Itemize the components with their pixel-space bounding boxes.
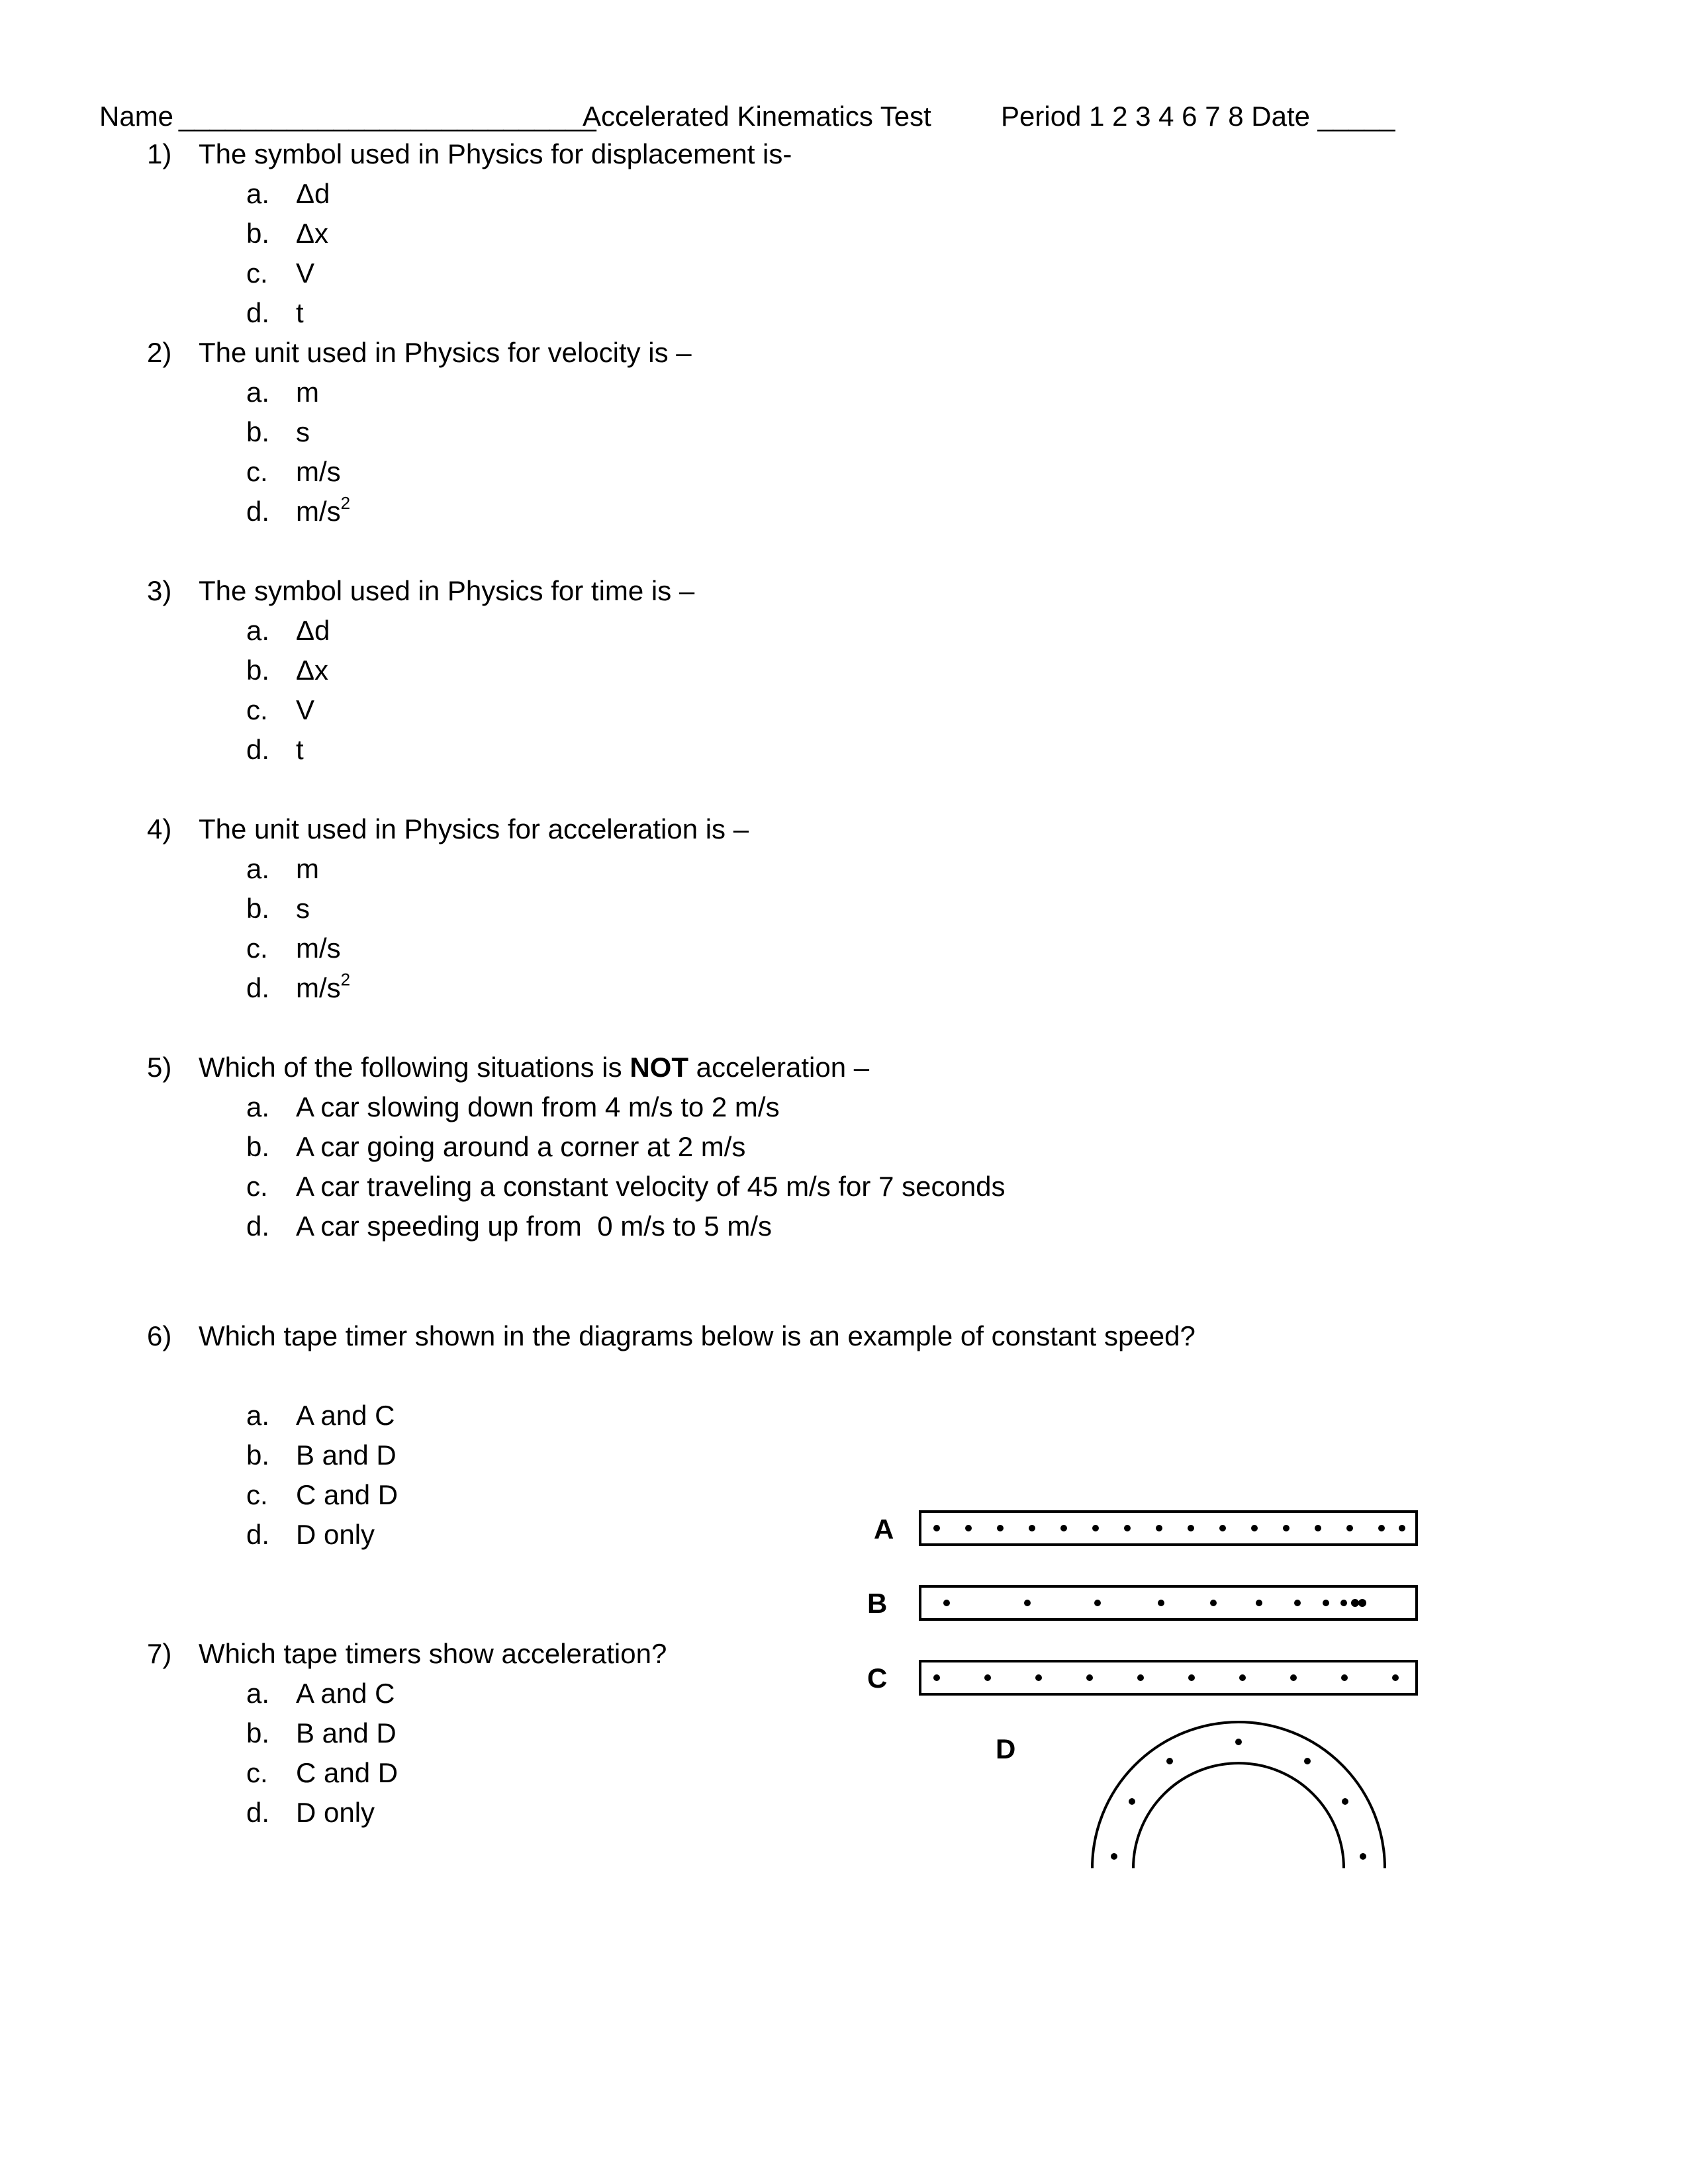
option-letter: c. [246,694,268,725]
tape-dot [933,1525,940,1531]
question-number: 7) [147,1638,172,1669]
tape-dot [1060,1525,1067,1531]
option-letter: d. [246,734,270,765]
tape-dot [1219,1525,1226,1531]
tape-dot [1029,1525,1035,1531]
superscript: 2 [340,493,351,513]
tape-dot [1086,1674,1093,1681]
option-text: B and D [296,1717,397,1749]
tape-dot [1290,1674,1297,1681]
option-letter: a. [246,377,270,408]
tape-dot [1094,1600,1101,1606]
option-text: B and D [296,1439,397,1471]
option-letter: a. [246,1400,270,1431]
option-letter: a. [246,1091,270,1122]
question-number: 6) [147,1320,172,1351]
tape-dot [1188,1525,1194,1531]
tape-dot [1340,1600,1347,1606]
option-text: A car speeding up from 0 m/s to 5 m/s [296,1210,772,1242]
option-letter: b. [246,218,270,249]
option-text: C and D [296,1479,399,1510]
tape-b-dots [943,1599,1366,1607]
tape-dot [1392,1674,1399,1681]
tape-dot [1342,1798,1348,1805]
option-letter: d. [246,1797,270,1828]
option-text: A and C [296,1400,395,1431]
tape-dot [1251,1525,1258,1531]
option-letter: d. [246,1519,270,1550]
option-text: Δx [296,655,329,686]
tape-dot [1156,1525,1162,1531]
option-text: t [296,297,304,328]
question-text: Which of the following situations is NOT acceleration – [199,1052,870,1083]
test-title: Accelerated Kinematics Test [583,101,931,132]
option-text: D only [296,1797,375,1828]
question-text: The unit used in Physics for acceleration is – [199,813,749,844]
option-letter: c. [246,933,268,964]
option-letter: a. [246,1678,270,1709]
tape-dot [1111,1853,1117,1860]
tape-dot [1283,1525,1289,1531]
name-blank[interactable]: ___________________________ [179,101,596,132]
tape-label-c: C [867,1662,888,1694]
tape-dot [1323,1600,1329,1606]
tape-dot [1346,1525,1353,1531]
tape-dot [1035,1674,1042,1681]
tape-dot [1399,1525,1405,1531]
tape-label-d: D [996,1733,1016,1764]
option-letter: d. [246,496,270,527]
option-text: C and D [296,1757,399,1788]
tape-dot [1341,1674,1348,1681]
option-text: $m/s^2$ [296,970,351,1003]
tape-dot [984,1674,991,1681]
option-text: m [296,853,319,884]
question-text: The symbol used in Physics for displacement is- [199,138,792,169]
option-text: Δd [296,178,330,209]
tape-dot [1158,1600,1164,1606]
option-letter: d. [246,972,270,1003]
option-text: V [296,257,315,289]
tape-c-dots [933,1674,1399,1681]
question-text: The unit used in Physics for velocity is – [199,337,692,368]
question-number: 1) [147,138,172,169]
tape-dot [1294,1600,1301,1606]
option-letter: a. [246,615,270,646]
tape-timer-diagram [841,1496,1423,1893]
option-letter: d. [246,297,270,328]
tape-dot [1360,1853,1366,1860]
tape-dot [1166,1758,1173,1764]
question-text: Which tape timers show acceleration? [199,1638,667,1669]
tape-dot [1304,1758,1311,1764]
option-text: s [296,416,310,447]
option-text: s [296,893,310,924]
tape-dot [1351,1599,1359,1607]
option-letter: d. [246,1210,270,1242]
option-letter: c. [246,257,268,289]
tape-dot [997,1525,1004,1531]
option-text: m/s [296,456,341,487]
option-letter: b. [246,1439,270,1471]
tape-dot [965,1525,972,1531]
tape-dot [943,1600,950,1606]
option-text: m/s [296,933,341,964]
period-date-line: Period 1 2 3 4 6 7 8 Date _____ [1001,101,1395,132]
tape-a [920,1512,1417,1545]
tape-dot [1239,1674,1246,1681]
tape-dot [933,1674,940,1681]
tape-dot [1256,1600,1262,1606]
option-letter: b. [246,893,270,924]
tape-label-a: A [874,1514,894,1545]
option-text: Δd [296,615,330,646]
question-number: 3) [147,575,172,606]
tape-d-inner-edge [1133,1763,1344,1868]
tape-dot [1378,1525,1385,1531]
tape-dot [1092,1525,1099,1531]
question-text: Which tape timer shown in the diagrams below is an example of constant speed? [199,1320,1196,1351]
tape-dot [1124,1525,1131,1531]
tape-dot [1188,1674,1195,1681]
option-text: A car going around a corner at 2 m/s [296,1131,746,1162]
option-letter: c. [246,456,268,487]
question-number: 5) [147,1052,172,1083]
option-text: A car slowing down from 4 m/s to 2 m/s [296,1091,780,1122]
option-text: m [296,377,319,408]
tape-dot [1235,1739,1242,1745]
option-letter: b. [246,655,270,686]
tape-dot [1024,1600,1031,1606]
option-letter: b. [246,416,270,447]
option-text: A car traveling a constant velocity of 45 m/s for 7 seconds [296,1171,1006,1202]
option-letter: c. [246,1171,268,1202]
option-text: V [296,694,315,725]
tape-label-b: B [867,1588,888,1619]
tape-dot [1137,1674,1144,1681]
option-letter: a. [246,853,270,884]
option-text: t [296,734,304,765]
option-letter: c. [246,1757,268,1788]
tape-dot [1210,1600,1217,1606]
superscript: 2 [340,970,351,989]
tape-dot [1129,1798,1135,1805]
tape-dot [1358,1599,1366,1607]
tape-d-dots [1111,1739,1366,1860]
option-text: A and C [296,1678,395,1709]
option-text: Δx [296,218,329,249]
emphasis-not: NOT [630,1052,688,1083]
question-number: 2) [147,337,172,368]
option-letter: a. [246,178,270,209]
option-text: D only [296,1519,375,1550]
option-letter: b. [246,1717,270,1749]
name-label: Name [99,101,174,132]
tape-dot [1315,1525,1321,1531]
question-text: The symbol used in Physics for time is – [199,575,695,606]
option-text: $m/s^2$ [296,493,351,527]
question-number: 4) [147,813,172,844]
option-letter: b. [246,1131,270,1162]
tape-a-dots [933,1525,1405,1531]
option-letter: c. [246,1479,268,1510]
